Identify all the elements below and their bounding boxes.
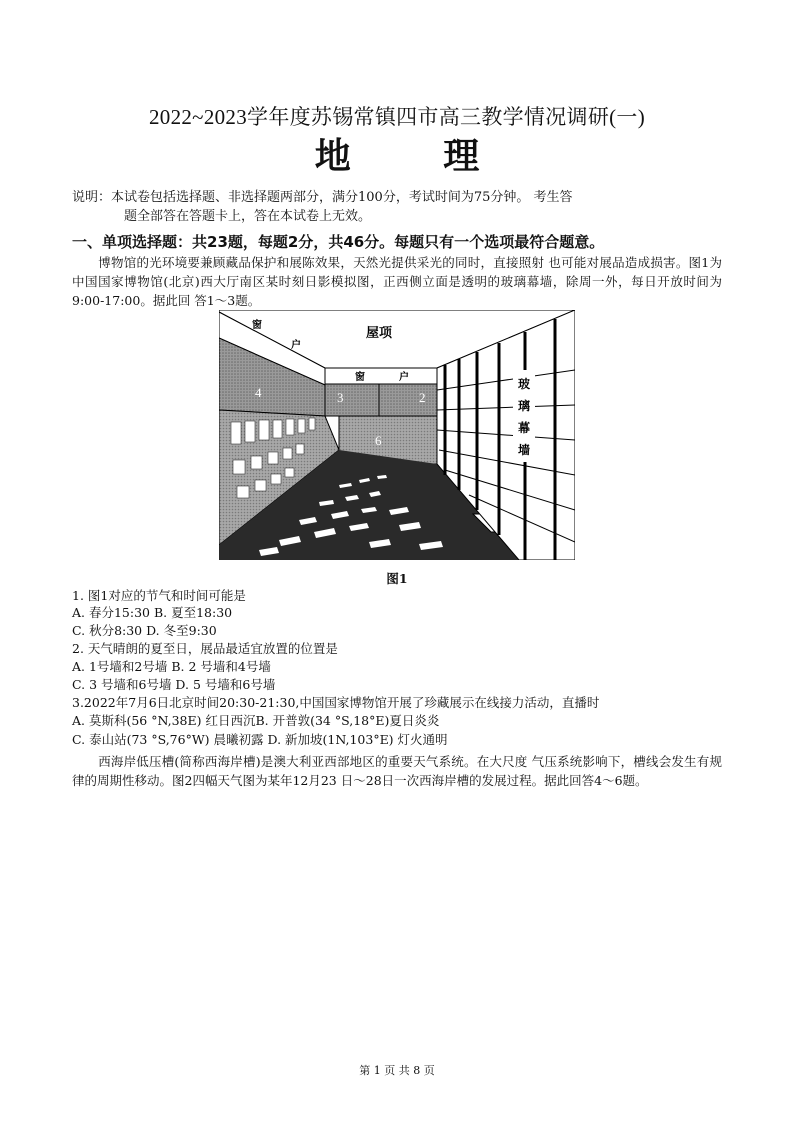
question-line: C. 3 号墙和6号墙 D. 5 号墙和6号墙 — [72, 677, 276, 692]
question-line: 3.2022年7月6日北京时间20:30-21:30,中国国家博物馆开展了珍藏展示在线接力活动，直播时 — [72, 695, 600, 710]
label-window-center-1: 窗 — [355, 372, 365, 383]
label-roof: 屋项 — [365, 326, 393, 341]
question-line: 2. 天气晴朗的夏至日，展品最适宜放置的位置是 — [72, 641, 338, 656]
label-wall-6: 6 — [375, 433, 382, 448]
passage-1 — [72, 253, 722, 310]
passage-2-text: 西海岸低压槽(简称西海岸槽)是澳大利亚西部地区的重要天气系统。在大尺度 气压系统影响下，槽线会发生有规律的周期性移动。图2四幅天气图为某年12月23 日～28日一次西海岸槽的发展过程。据此回答4～6题。 — [72, 754, 722, 788]
passage-2 — [72, 752, 722, 790]
instructions-line-2: 题全部答在答题卡上，答在本试卷上无效。 — [124, 209, 372, 224]
label-wall-5: 5 — [255, 454, 262, 469]
label-window-left-1: 窗 — [252, 320, 262, 331]
figure-1-illustration — [219, 310, 575, 560]
instructions-line-1: 说明：本试卷包括选择题、非选择题两部分，满分100分，考试时间为75分钟。 考生答 — [72, 190, 573, 205]
question-line: C. 泰山站(73 °S,76°W) 晨曦初露 D. 新加坡(1N,103°E) 灯火通明 — [72, 732, 448, 747]
label-wall-2: 2 — [419, 390, 426, 405]
label-wall-4: 4 — [255, 385, 262, 400]
figure-1 — [219, 310, 575, 560]
figure-1-caption: 图1 — [386, 571, 408, 586]
question-line: A. 春分15:30 B. 夏至18:30 — [72, 605, 233, 620]
subject-title: 地 理 — [314, 136, 520, 177]
label-window-left-2: 户 — [291, 340, 301, 351]
section-heading: 一、单项选择题：共23题，每题2分，共46分。每题只有一个选项最符合题意。 — [72, 233, 605, 251]
question-line: A. 莫斯科(56 °N,38E) 红日西沉B. 开普敦(34 °S,18°E)夏日炎炎 — [72, 713, 440, 728]
label-window-center-2: 户 — [399, 372, 409, 383]
label-wall-3: 3 — [337, 390, 344, 405]
passage-1-text: 博物馆的光环境要兼顾藏品保护和展陈效果，天然光提供采光的同时，直接照射 也可能对展品造成损害。图1为中国国家博物馆(北京)西大厅南区某时刻日影模拟图，正西侧立面是透明的玻璃幕墙，除周一外，每日开放时间为9:00-17:00。据此回 答1～3题。 — [72, 255, 722, 308]
question-line: A. 1号墙和2号墙 B. 2 号墙和4号墙 — [72, 659, 271, 674]
exam-title: 2022~2023学年度苏锡常镇四市高三教学情况调研(一) — [148, 105, 646, 129]
label-glass-wall: 玻 璃 幕 墙 — [518, 377, 531, 457]
question-line: 1. 图1对应的节气和时间可能是 — [72, 588, 246, 603]
question-line: C. 秋分8:30 D. 冬至9:30 — [72, 623, 217, 638]
page-footer: 第 1 页 共 8 页 — [359, 1064, 435, 1077]
